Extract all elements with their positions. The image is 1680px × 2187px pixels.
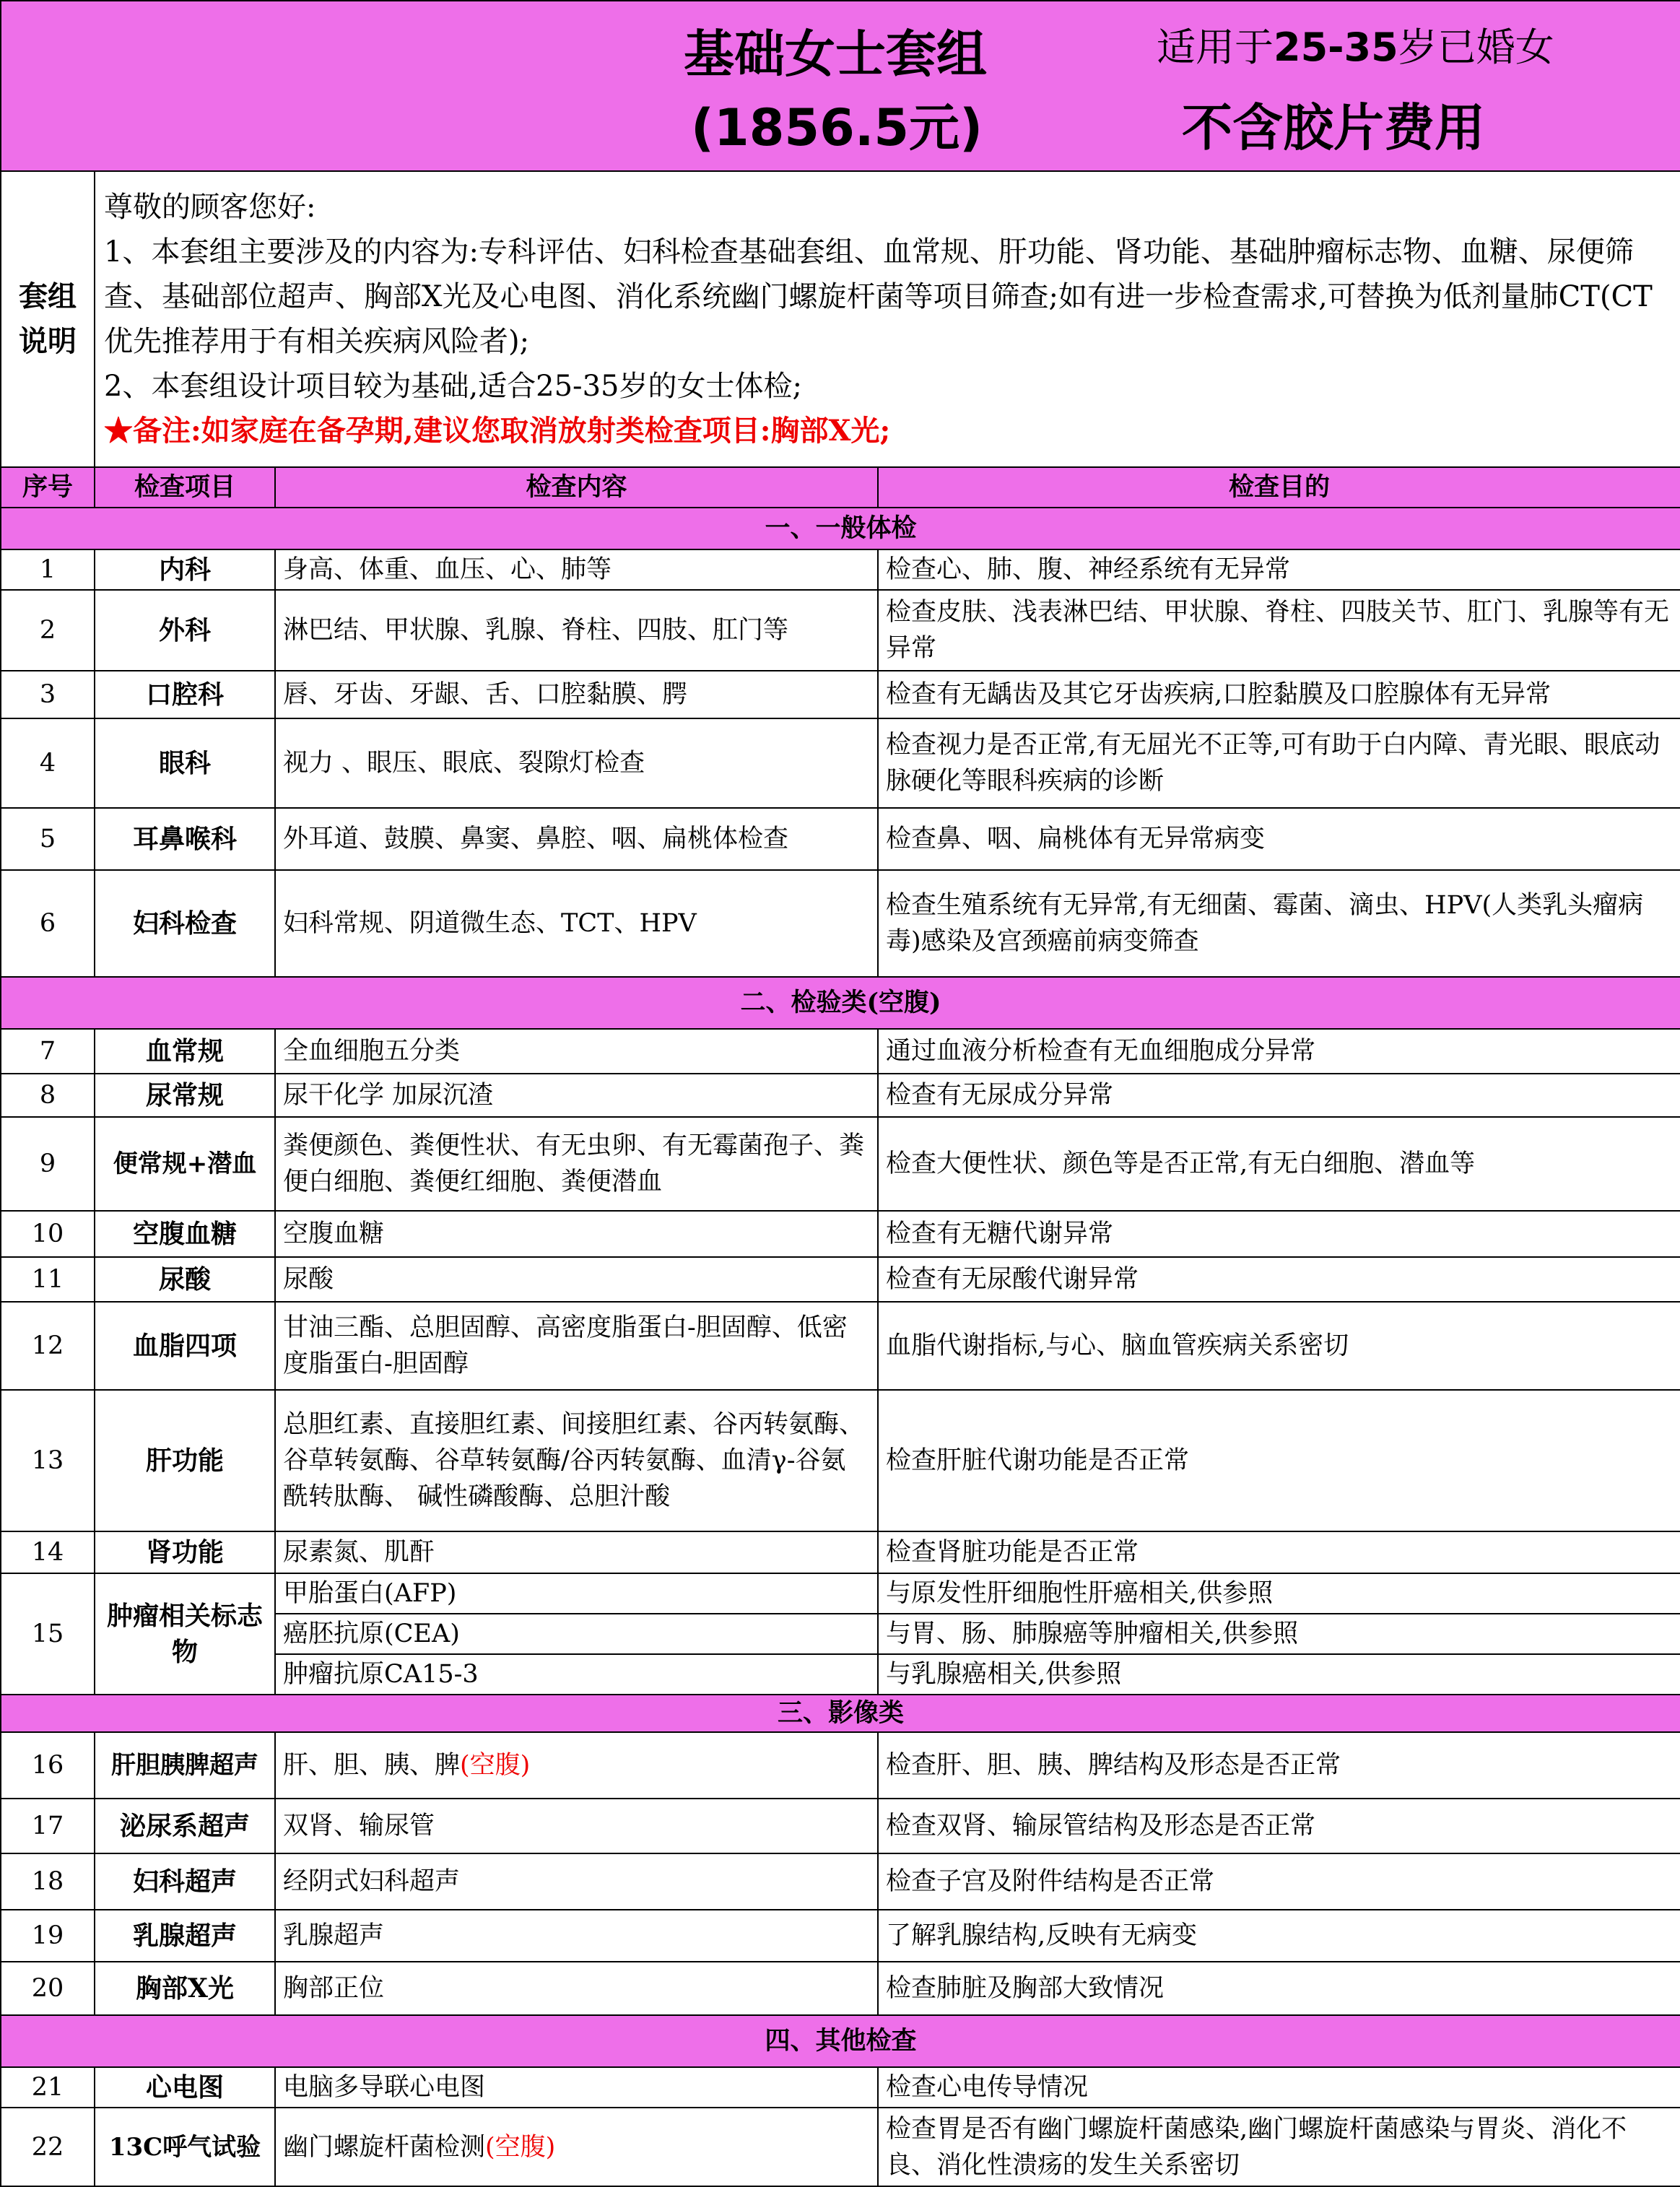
row-content — [275, 1732, 878, 1799]
title-cell — [1, 1, 1680, 171]
row-item: 血脂四项 — [95, 1302, 275, 1390]
row-content: 身高、体重、血压、心、肺等 — [275, 549, 878, 590]
row-content: 甲胎蛋白(AFP) — [275, 1573, 878, 1614]
row-item: 乳腺超声 — [95, 1910, 275, 1962]
title-row — [1, 1, 1680, 171]
greeting: 尊敬的顾客您好: — [104, 191, 316, 224]
row-content: 淋巴结、甲状腺、乳腺、脊柱、四肢、肛门等 — [275, 590, 878, 671]
row-content: 尿素氮、肌酐 — [275, 1531, 878, 1573]
row-content: 电脑多导联心电图 — [275, 2067, 878, 2108]
row-purpose: 检查双肾、输尿管结构及形态是否正常 — [878, 1799, 1680, 1853]
row-content: 乳腺超声 — [275, 1910, 878, 1962]
row-purpose: 检查子宫及附件结构是否正常 — [878, 1853, 1680, 1910]
row-item: 便常规+潜血 — [95, 1117, 275, 1211]
table-row — [1, 1117, 1680, 1211]
age-range: 25-35 — [1274, 25, 1398, 70]
row-num: 12 — [1, 1302, 95, 1390]
section-row-lab — [1, 977, 1680, 1029]
row-item: 肿瘤相关标志物 — [95, 1573, 275, 1695]
table-row — [1, 549, 1680, 590]
row-content: 粪便颜色、粪便性状、有无虫卵、有无霉菌孢子、粪便白细胞、粪便红细胞、粪便潜血 — [275, 1117, 878, 1211]
row-purpose: 检查鼻、咽、扁桃体有无异常病变 — [878, 808, 1680, 870]
col-header-purpose: 检查目的 — [878, 467, 1680, 508]
section-row-general — [1, 508, 1680, 549]
row-num: 10 — [1, 1211, 95, 1257]
row-content: 空腹血糖 — [275, 1211, 878, 1257]
no-film-fee-note: 不含胶片费用 — [1182, 98, 1485, 157]
description-note: ★备注:如家庭在备孕期,建议您取消放射类检查项目:胸部X光; — [104, 414, 891, 448]
row-purpose: 检查心电传导情况 — [878, 2067, 1680, 2108]
table-row — [1, 1211, 1680, 1257]
table-row — [1, 1302, 1680, 1390]
fasting-note: (空腹) — [460, 1751, 531, 1780]
row-num: 14 — [1, 1531, 95, 1573]
description-label-line2: 说明 — [19, 324, 77, 358]
table-row — [1, 1029, 1680, 1074]
description-label-line1: 套组 — [19, 279, 77, 313]
fasting-note: (空腹) — [485, 2132, 556, 2162]
row-purpose: 检查肝脏代谢功能是否正常 — [878, 1390, 1680, 1531]
row-num: 11 — [1, 1257, 95, 1302]
row-content — [275, 2108, 878, 2186]
row-num: 8 — [1, 1074, 95, 1117]
row-item: 口腔科 — [95, 671, 275, 718]
row-purpose: 检查生殖系统有无异常,有无细菌、霉菌、滴虫、HPV(人类乳头瘤病毒)感染及宫颈癌前病变筛查 — [878, 870, 1680, 977]
row-purpose: 与胃、肠、肺腺癌等肿瘤相关,供参照 — [878, 1614, 1680, 1654]
row-num: 21 — [1, 2067, 95, 2108]
row-content: 视力 、眼压、眼底、裂隙灯检查 — [275, 718, 878, 808]
table-row — [1, 1732, 1680, 1799]
row-item: 泌尿系超声 — [95, 1799, 275, 1853]
row-num: 3 — [1, 671, 95, 718]
table-row — [1, 1074, 1680, 1117]
package-price: (1856.5元) — [691, 98, 983, 157]
row-purpose: 通过血液分析检查有无血细胞成分异常 — [878, 1029, 1680, 1074]
row-item: 胸部X光 — [95, 1962, 275, 2015]
row-num: 15 — [1, 1573, 95, 1695]
row-content-text: 幽门螺旋杆菌检测 — [283, 2132, 486, 2162]
description-label — [1, 171, 95, 467]
section-row-other — [1, 2015, 1680, 2067]
row-content-text: 肝、胆、胰、脾 — [283, 1751, 461, 1780]
row-purpose: 检查视力是否正常,有无屈光不正等,可有助于白内障、青光眼、眼底动脉硬化等眼科疾病的诊断 — [878, 718, 1680, 808]
table-row — [1, 1531, 1680, 1573]
age-applicability — [1157, 22, 1554, 73]
row-purpose: 检查大便性状、颜色等是否正常,有无白细胞、潜血等 — [878, 1117, 1680, 1211]
table-row — [1, 1962, 1680, 2015]
row-purpose: 检查肺脏及胸部大致情况 — [878, 1962, 1680, 2015]
table-row — [1, 1853, 1680, 1910]
row-purpose: 检查有无糖代谢异常 — [878, 1211, 1680, 1257]
row-num: 22 — [1, 2108, 95, 2186]
row-num: 18 — [1, 1853, 95, 1910]
row-item: 尿酸 — [95, 1257, 275, 1302]
row-item: 肝胆胰脾超声 — [95, 1732, 275, 1799]
row-item: 外科 — [95, 590, 275, 671]
table-row — [1, 671, 1680, 718]
row-content: 癌胚抗原(CEA) — [275, 1614, 878, 1654]
row-item: 眼科 — [95, 718, 275, 808]
table-row — [1, 1257, 1680, 1302]
row-num: 6 — [1, 870, 95, 977]
row-num: 4 — [1, 718, 95, 808]
row-content: 外耳道、鼓膜、鼻窦、鼻腔、咽、扁桃体检查 — [275, 808, 878, 870]
row-content: 总胆红素、直接胆红素、间接胆红素、谷丙转氨酶、谷草转氨酶、谷草转氨酶/谷丙转氨酶、血清γ-谷氨酰转肽酶、 碱性磷酸酶、总胆汁酸 — [275, 1390, 878, 1531]
row-content: 尿酸 — [275, 1257, 878, 1302]
row-purpose: 检查心、肺、腹、神经系统有无异常 — [878, 549, 1680, 590]
row-num: 19 — [1, 1910, 95, 1962]
row-purpose: 检查胃是否有幽门螺旋杆菌感染,幽门螺旋杆菌感染与胃炎、消化不良、消化性溃疡的发生关系密切 — [878, 2108, 1680, 2186]
row-num: 9 — [1, 1117, 95, 1211]
row-num: 2 — [1, 590, 95, 671]
section-title: 二、检验类(空腹) — [1, 977, 1680, 1029]
row-content: 全血细胞五分类 — [275, 1029, 878, 1074]
table-row — [1, 590, 1680, 671]
description-point-1: 1、本套组主要涉及的内容为:专科评估、妇科检查基础套组、血常规、肝功能、肾功能、基础肿瘤标志物、血糖、尿便筛查、基础部位超声、胸部X光及心电图、消化系统幽门螺旋杆菌等项目筛查;如有进一步检查需求,可替换为低剂量肺CT(CT优先推荐用于有相关疾病风险者); — [104, 235, 1653, 358]
row-item: 耳鼻喉科 — [95, 808, 275, 870]
row-item: 妇科超声 — [95, 1853, 275, 1910]
row-content: 双肾、输尿管 — [275, 1799, 878, 1853]
age-prefix: 适用于 — [1157, 25, 1274, 70]
row-purpose: 检查肾脏功能是否正常 — [878, 1531, 1680, 1573]
row-content: 唇、牙齿、牙龈、舌、口腔黏膜、腭 — [275, 671, 878, 718]
description-text — [95, 171, 1680, 467]
row-content: 尿干化学 加尿沉渣 — [275, 1074, 878, 1117]
row-purpose: 与乳腺癌相关,供参照 — [878, 1654, 1680, 1695]
row-content: 甘油三酯、总胆固醇、高密度脂蛋白-胆固醇、低密度脂蛋白-胆固醇 — [275, 1302, 878, 1390]
table-row — [1, 1390, 1680, 1531]
row-purpose: 检查皮肤、浅表淋巴结、甲状腺、脊柱、四肢关节、肛门、乳腺等有无异常 — [878, 590, 1680, 671]
table-row — [1, 870, 1680, 977]
row-content: 经阴式妇科超声 — [275, 1853, 878, 1910]
table-row — [1, 2108, 1680, 2186]
row-num: 17 — [1, 1799, 95, 1853]
row-num: 16 — [1, 1732, 95, 1799]
row-purpose: 检查有无龋齿及其它牙齿疾病,口腔黏膜及口腔腺体有无异常 — [878, 671, 1680, 718]
row-num: 5 — [1, 808, 95, 870]
row-num: 7 — [1, 1029, 95, 1074]
table-row — [1, 1910, 1680, 1962]
row-purpose: 检查肝、胆、胰、脾结构及形态是否正常 — [878, 1732, 1680, 1799]
row-item: 肝功能 — [95, 1390, 275, 1531]
section-title: 四、其他检查 — [1, 2015, 1680, 2067]
description-row — [1, 171, 1680, 467]
row-content: 妇科常规、阴道微生态、TCT、HPV — [275, 870, 878, 977]
row-purpose: 与原发性肝细胞性肝癌相关,供参照 — [878, 1573, 1680, 1614]
row-item: 心电图 — [95, 2067, 275, 2108]
table-row — [1, 718, 1680, 808]
row-purpose: 检查有无尿酸代谢异常 — [878, 1257, 1680, 1302]
row-num: 20 — [1, 1962, 95, 2015]
row-content: 胸部正位 — [275, 1962, 878, 2015]
table-row — [1, 808, 1680, 870]
package-title: 基础女士套组 — [684, 25, 987, 84]
row-num: 1 — [1, 549, 95, 590]
row-item: 肾功能 — [95, 1531, 275, 1573]
col-header-item: 检查项目 — [95, 467, 275, 508]
row-item: 空腹血糖 — [95, 1211, 275, 1257]
row-item: 尿常规 — [95, 1074, 275, 1117]
row-purpose: 了解乳腺结构,反映有无病变 — [878, 1910, 1680, 1962]
row-purpose: 检查有无尿成分异常 — [878, 1074, 1680, 1117]
col-header-num: 序号 — [1, 467, 95, 508]
row-item: 妇科检查 — [95, 870, 275, 977]
section-row-imaging — [1, 1695, 1680, 1732]
description-point-2: 2、本套组设计项目较为基础,适合25-35岁的女士体检; — [104, 370, 802, 403]
table-row — [1, 1573, 1680, 1614]
column-header-row — [1, 467, 1680, 508]
section-title: 三、影像类 — [1, 1695, 1680, 1732]
row-item: 13C呼气试验 — [95, 2108, 275, 2186]
section-title: 一、一般体检 — [1, 508, 1680, 549]
col-header-content: 检查内容 — [275, 467, 878, 508]
row-content: 肿瘤抗原CA15-3 — [275, 1654, 878, 1695]
row-num: 13 — [1, 1390, 95, 1531]
row-purpose: 血脂代谢指标,与心、脑血管疾病关系密切 — [878, 1302, 1680, 1390]
table-row — [1, 2067, 1680, 2108]
age-suffix: 岁已婚女 — [1398, 25, 1554, 70]
row-item: 内科 — [95, 549, 275, 590]
row-item: 血常规 — [95, 1029, 275, 1074]
table-row — [1, 1799, 1680, 1853]
